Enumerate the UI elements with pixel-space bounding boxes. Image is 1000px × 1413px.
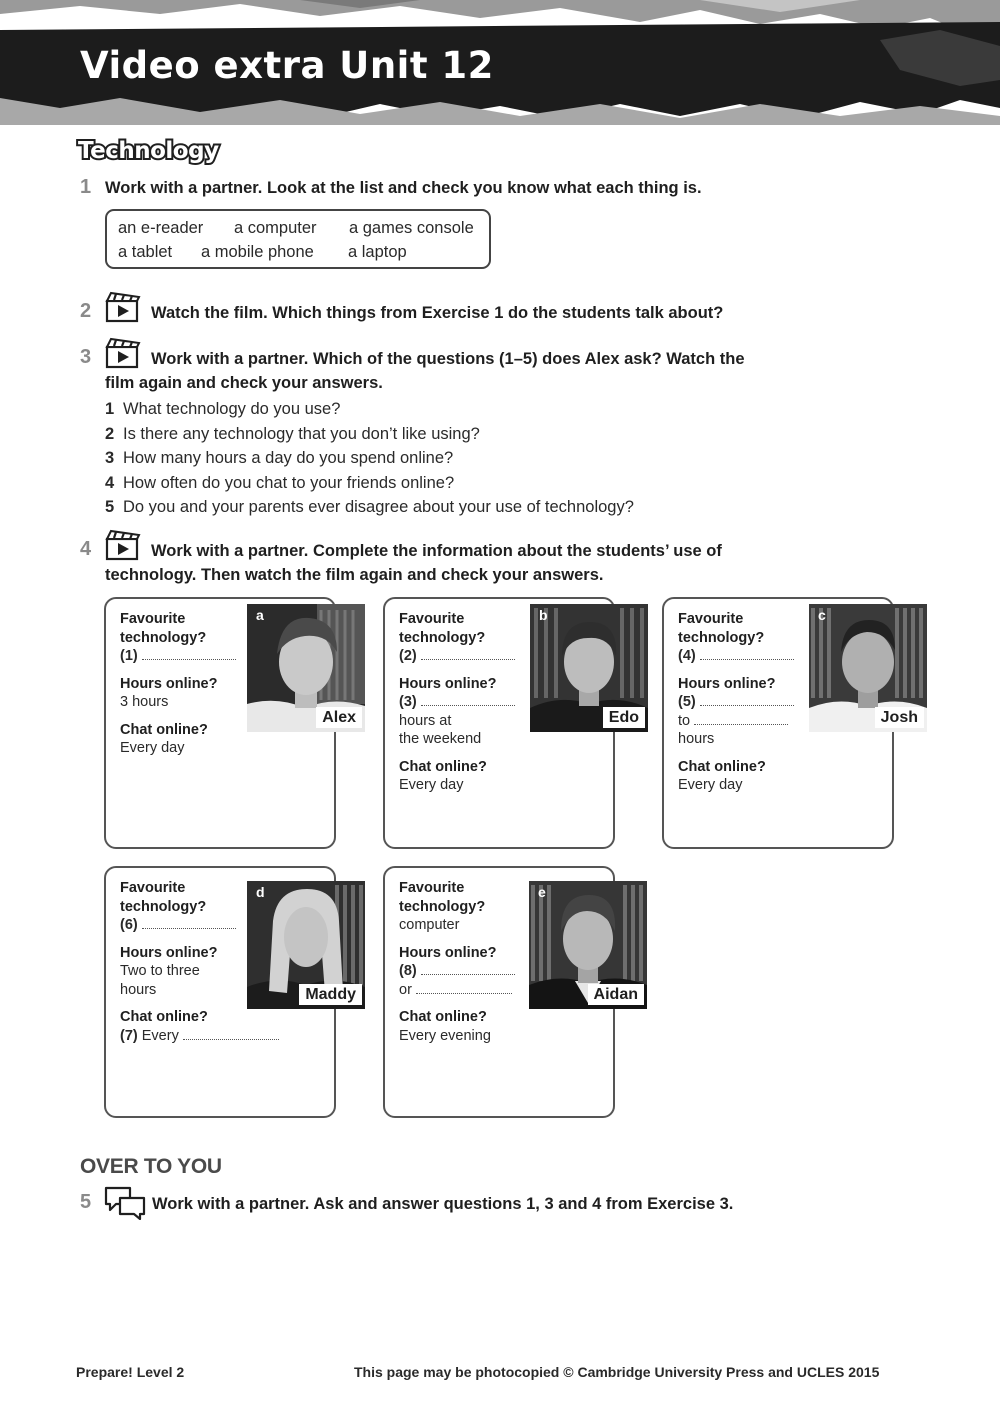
speech-bubbles-icon <box>104 1186 146 1225</box>
student-photo-edo <box>530 604 648 732</box>
exercise-5-number: 5 <box>80 1191 92 1213</box>
exercise-2-number: 2 <box>80 300 92 322</box>
exercise-4-instruction-line2: technology. Then watch the film again and check your answers. <box>105 566 604 584</box>
student-card-alex: Favourite technology? (1) Hours online? 3 hours Chat online? Every day <box>104 597 336 849</box>
photo-letter: e <box>538 884 546 900</box>
word-box <box>105 209 491 269</box>
word-item: a mobile phone <box>201 243 314 261</box>
list-item: 1 What technology do you use? <box>105 400 341 418</box>
photo-letter: a <box>256 607 264 623</box>
word-item: a tablet <box>118 243 173 261</box>
word-item: a games console <box>349 219 474 237</box>
exercise-1-number: 1 <box>80 176 92 198</box>
list-item: 4 How often do you chat to your friends online? <box>105 473 455 492</box>
exercise-4-number: 4 <box>80 538 92 560</box>
answer-blank[interactable] <box>416 981 512 994</box>
photo-letter: c <box>818 607 826 623</box>
student-photo-maddy <box>247 881 365 1009</box>
student-name: Alex <box>316 707 362 728</box>
answer-blank[interactable] <box>183 1027 279 1040</box>
over-to-you-heading: OVER TO YOU <box>80 1155 222 1178</box>
answer-blank[interactable] <box>142 916 236 929</box>
video-clapperboard-icon <box>105 337 141 374</box>
student-photo-aidan <box>529 881 647 1009</box>
exercise-3-number: 3 <box>80 346 92 368</box>
word-item: a laptop <box>348 243 407 261</box>
student-card-maddy: Favourite technology? (6) Hours online? Two to three hours Chat online? (7) Every <box>104 866 336 1118</box>
student-card-edo: Favourite technology? (2) Hours online? (3) hours at the weekend Chat online? Every day <box>383 597 615 849</box>
answer-blank[interactable] <box>421 647 515 660</box>
video-clapperboard-icon <box>105 529 141 566</box>
student-name: Aidan <box>588 984 644 1005</box>
footer-left: Prepare! Level 2 <box>76 1364 185 1380</box>
page-title: Video extra Unit 12 <box>80 44 494 87</box>
answer-blank[interactable] <box>421 693 515 706</box>
answer-blank[interactable] <box>700 647 794 660</box>
student-name: Edo <box>603 707 645 728</box>
exercise-3-instruction-line2: film again and check your answers. <box>105 374 383 392</box>
exercise-4-instruction-line1: Work with a partner. Complete the information about the students’ use of <box>151 542 722 560</box>
word-item: a computer <box>234 219 317 237</box>
photo-letter: b <box>539 607 548 623</box>
student-photo-josh <box>809 604 927 732</box>
exercise-5-instruction: Work with a partner. Ask and answer questions 1, 3 and 4 from Exercise 3. <box>152 1195 734 1213</box>
student-card-aidan: Favourite technology? computer Hours online? (8) or Chat online? Every evening <box>383 866 615 1118</box>
list-item: 3 How many hours a day do you spend online? <box>105 449 454 467</box>
footer-copyright: This page may be photocopied © Cambridge University Press and UCLES 2015 <box>354 1364 880 1380</box>
section-heading: Technology <box>78 138 219 164</box>
exercise-1-instruction: Work with a partner. Look at the list and check you know what each thing is. <box>105 179 702 197</box>
answer-blank[interactable] <box>694 712 788 725</box>
question-list <box>105 400 634 523</box>
answer-blank[interactable] <box>142 647 236 660</box>
list-item: 2 Is there any technology that you don’t like using? <box>105 424 480 443</box>
exercise-3-instruction-line1: Work with a partner. Which of the questions (1–5) does Alex ask? Watch the <box>151 350 745 368</box>
list-item: 5 Do you and your parents ever disagree about your use of technology? <box>105 498 634 516</box>
student-card-josh: Favourite technology? (4) Hours online? (5) to hours Chat online? Every day <box>662 597 894 849</box>
student-name: Josh <box>875 707 924 728</box>
student-photo-alex <box>247 604 365 732</box>
answer-blank[interactable] <box>700 693 794 706</box>
word-item: an e-reader <box>118 219 204 237</box>
exercise-2-instruction: Watch the film. Which things from Exercise 1 do the students talk about? <box>151 304 724 322</box>
photo-letter: d <box>256 884 265 900</box>
student-name: Maddy <box>299 984 362 1005</box>
answer-blank[interactable] <box>421 962 515 975</box>
video-clapperboard-icon <box>105 291 141 328</box>
